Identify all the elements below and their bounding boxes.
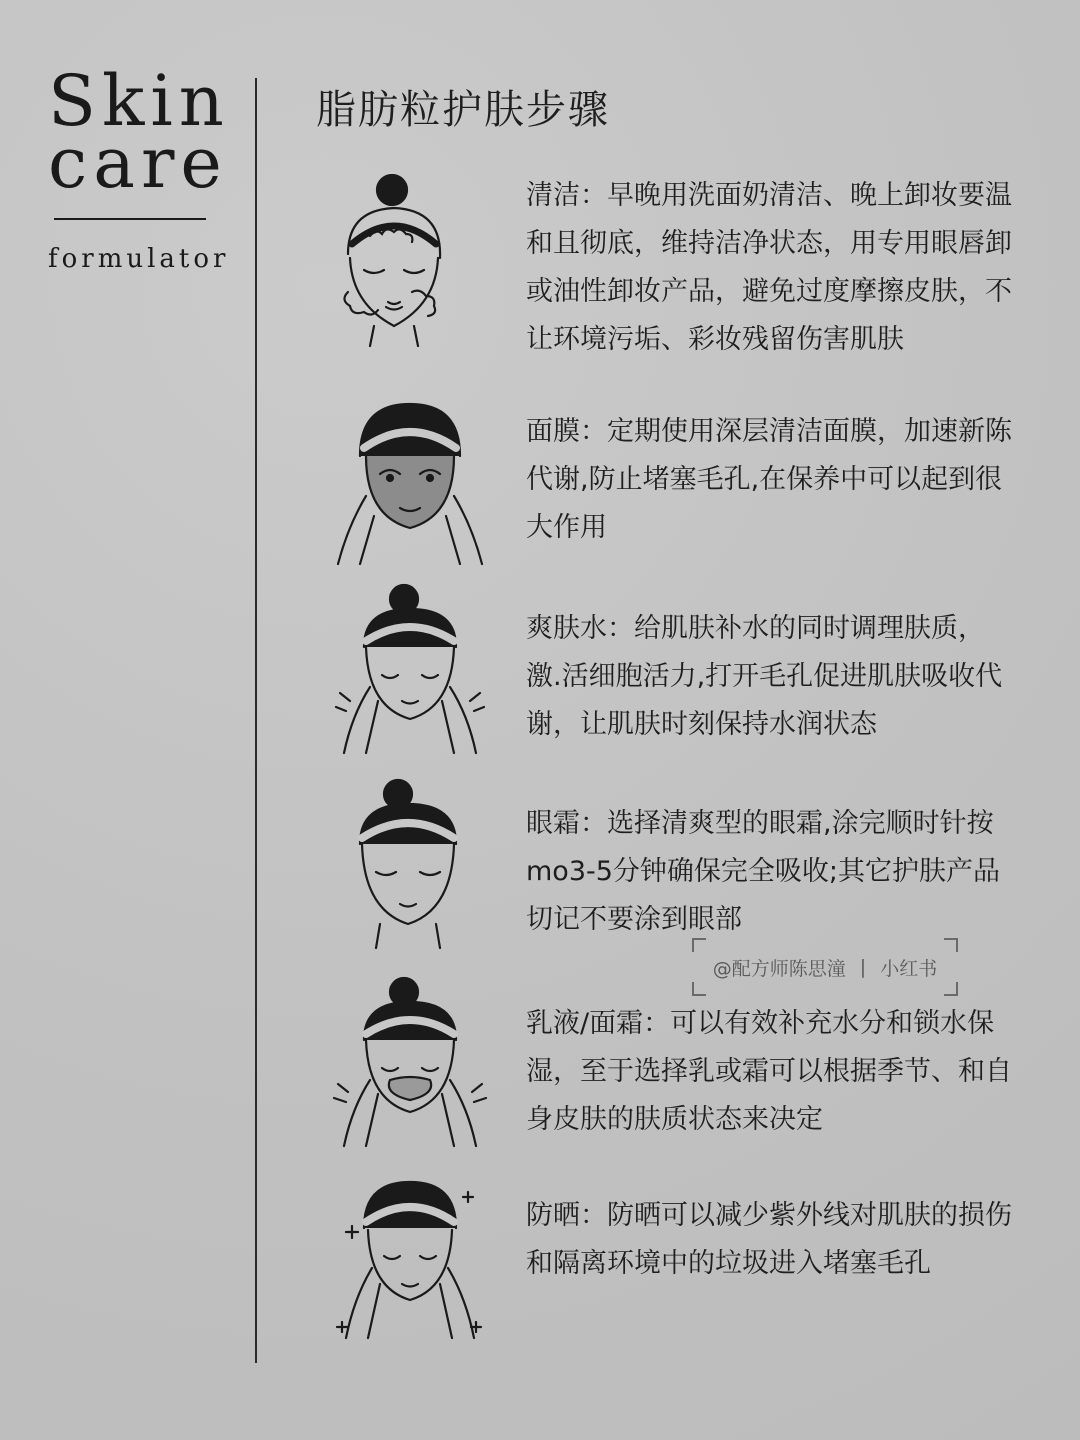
face-eye-cream-icon: [330, 778, 490, 953]
watermark-account: @配方师陈思潼: [712, 957, 846, 980]
page-title: 脂肪粒护肤步骤: [316, 87, 610, 133]
brand-logo: [48, 60, 230, 274]
step-text-eye-cream: 眼霜：选择清爽型的眼霜,涂完顺时针按mo3-5分钟确保完全吸收;其它护肤产品切记不要涂到眼部: [526, 808, 1001, 935]
face-foam-cleansing-icon: [330, 174, 490, 349]
vertical-divider: [255, 78, 257, 1363]
watermark: [692, 938, 958, 996]
face-lotion-icon: [330, 976, 490, 1151]
step-text-lotion: 乳液/面霜：可以有效补充水分和锁水保湿，至于选择乳或霜可以根据季节、和自身皮肤的肤质状态来决定: [526, 1008, 1012, 1135]
brand-subtitle: formulator: [48, 244, 230, 274]
step-text-mask: 面膜：定期使用深层清洁面膜，加速新陈代谢,防止堵塞毛孔,在保养中可以起到很大作用: [526, 416, 1012, 543]
face-mask-icon: [330, 396, 490, 571]
watermark-separator: |: [859, 956, 867, 978]
watermark-platform: 小红书: [880, 957, 938, 980]
step-text-sunscreen: 防晒：防晒可以减少紫外线对肌肤的损伤和隔离环境中的垃圾进入堵塞毛孔: [526, 1200, 1012, 1279]
step-text-toner: 爽肤水：给肌肤补水的同时调理肤质，激.活细胞活力,打开毛孔促进肌肤吸收代谢，让肌肤时刻保持水润状态: [526, 613, 1003, 740]
face-toner-patting-icon: [330, 583, 490, 758]
brand-underline: [54, 218, 206, 220]
step-text-cleansing: 清洁：早晚用洗面奶清洁、晚上卸妆要温和且彻底，维持洁净状态，用专用眼唇卸或油性卸妆产品，避免过度摩擦皮肤，不让环境污垢、彩妆残留伤害肌肤: [526, 180, 1012, 355]
brand-word-care: care: [48, 122, 228, 204]
face-sunscreen-icon: [330, 1172, 490, 1347]
brand-word-skin: Skin: [48, 60, 230, 142]
